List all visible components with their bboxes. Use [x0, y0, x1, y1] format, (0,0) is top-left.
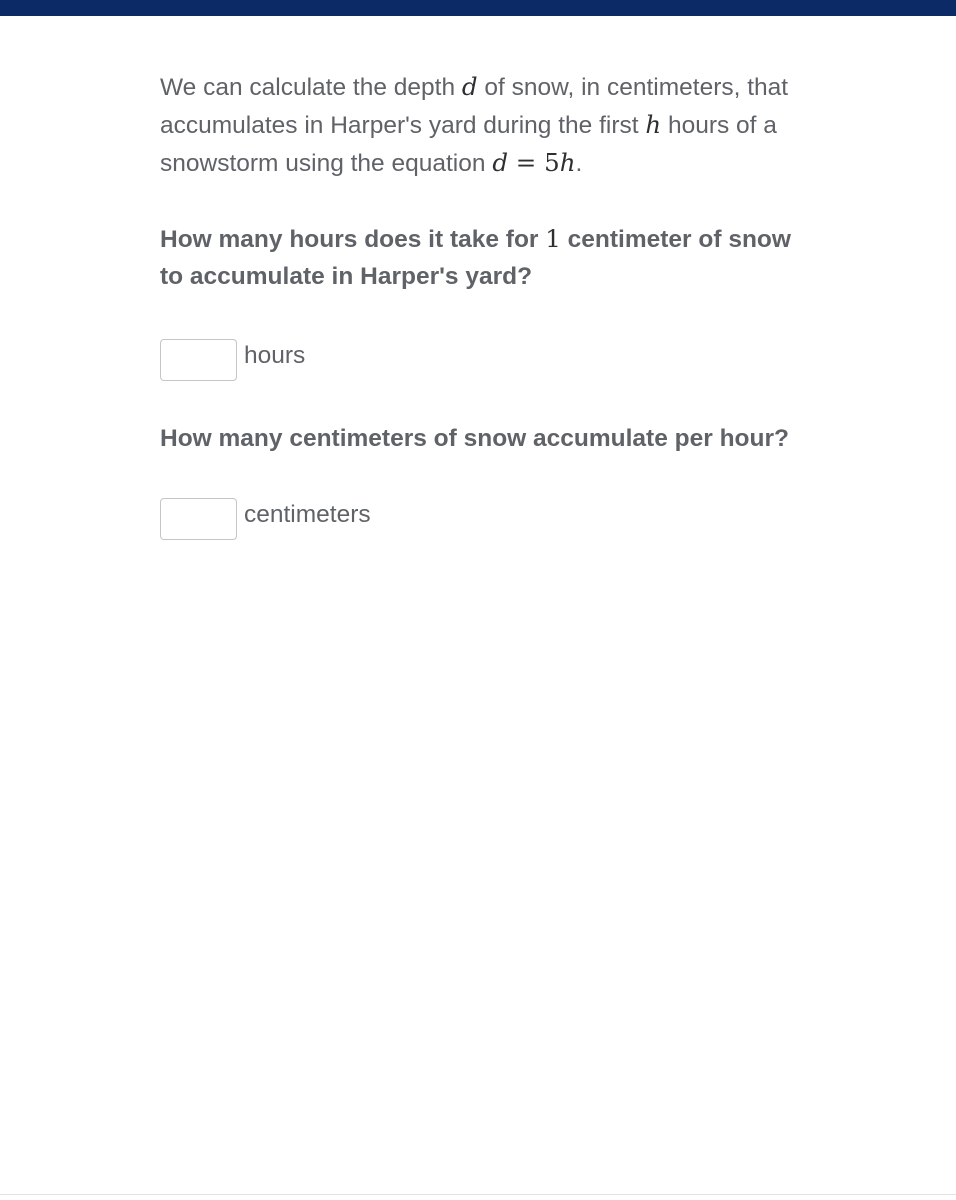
- top-header-bar: [0, 0, 956, 16]
- bottom-divider: [0, 1194, 956, 1195]
- variable-h: h: [645, 110, 662, 139]
- answer-row-centimeters: [160, 497, 810, 541]
- hours-answer-input[interactable]: [160, 339, 237, 381]
- problem-statement: We can calculate the depth d of snow, in centimeters, that accumulates in Harper's yard during the first h hours of a snowstorm using the equation d = 5h.: [160, 72, 789, 177]
- hours-unit-label: hours: [244, 342, 306, 369]
- question-number: 1: [545, 224, 561, 253]
- centimeters-unit-label: centimeters: [244, 501, 371, 528]
- answer-row-hours: [160, 338, 810, 382]
- centimeters-answer-input[interactable]: [160, 498, 237, 540]
- question-hours-per-centimeter: How many hours does it take for 1 centimeter of snow to accumulate in Harper's yard?: [160, 224, 791, 290]
- variable-d: d: [461, 72, 478, 101]
- question-centimeters-per-hour: How many centimeters of snow accumulate per hour?: [160, 425, 789, 452]
- exercise-content: [160, 68, 810, 541]
- equation: d = 5h: [492, 148, 576, 177]
